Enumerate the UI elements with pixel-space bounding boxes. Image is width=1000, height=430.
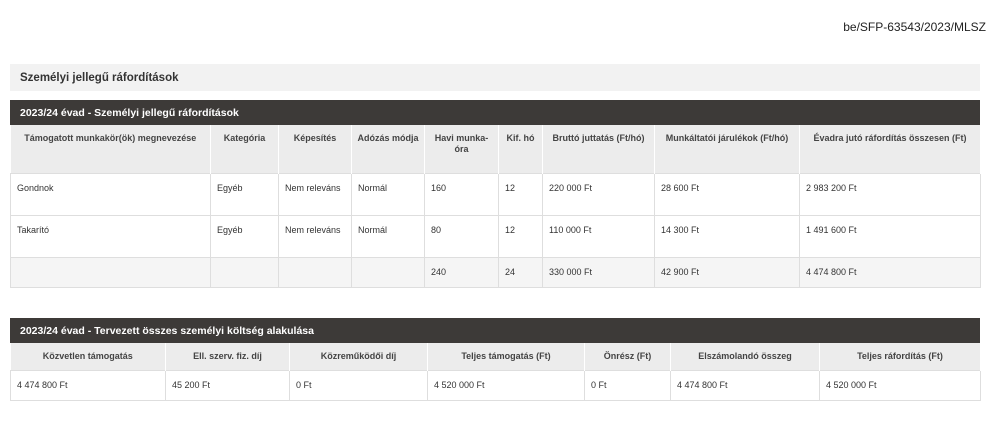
total-employer-contributions: 42 900 Ft xyxy=(655,257,800,287)
cell-gross-pay: 110 000 Ft xyxy=(543,215,655,257)
cell-season-total: 2 983 200 Ft xyxy=(800,173,981,215)
header-contributor-fee: Közreműködői díj xyxy=(290,343,428,370)
table1-header-row xyxy=(11,125,981,173)
section-title: Személyi jellegű ráfordítások xyxy=(10,64,980,91)
total-monthly-hours: 240 xyxy=(425,257,499,287)
header-direct-support: Közvetlen támogatás xyxy=(11,343,166,370)
cell-qualification: Nem releváns xyxy=(279,173,352,215)
cell-qualification: Nem releváns xyxy=(279,215,352,257)
header-total-support: Teljes támogatás (Ft) xyxy=(428,343,585,370)
table-row xyxy=(11,215,981,257)
cell-monthly-hours: 160 xyxy=(425,173,499,215)
document-reference: be/SFP-63543/2023/MLSZ xyxy=(843,20,986,34)
cell-employer-contributions: 14 300 Ft xyxy=(655,215,800,257)
cell-position-name: Gondnok xyxy=(11,173,211,215)
header-settlement-amount: Elszámolandó összeg xyxy=(671,343,820,370)
cell-control-fee: 45 200 Ft xyxy=(166,370,290,400)
cell-tax-mode: Normál xyxy=(352,215,425,257)
header-monthly-hours: Havi munka-óra xyxy=(425,125,499,173)
total-tax-mode xyxy=(352,257,425,287)
cell-paid-months: 12 xyxy=(499,173,543,215)
cell-direct-support: 4 474 800 Ft xyxy=(11,370,166,400)
cell-season-total: 1 491 600 Ft xyxy=(800,215,981,257)
total-gross-pay: 330 000 Ft xyxy=(543,257,655,287)
header-control-fee: Ell. szerv. fiz. díj xyxy=(166,343,290,370)
cell-settlement-amount: 4 474 800 Ft xyxy=(671,370,820,400)
total-paid-months: 24 xyxy=(499,257,543,287)
cell-employer-contributions: 28 600 Ft xyxy=(655,173,800,215)
header-season-total: Évadra jutó ráfordítás összesen (Ft) xyxy=(800,125,981,173)
table-row xyxy=(11,370,981,400)
cell-monthly-hours: 80 xyxy=(425,215,499,257)
total-position-name xyxy=(11,257,211,287)
header-total-expenditure: Teljes ráfordítás (Ft) xyxy=(820,343,981,370)
table-total-row xyxy=(11,257,981,287)
header-employer-contributions: Munkáltatói járulékok (Ft/hó) xyxy=(655,125,800,173)
table2-header-row xyxy=(11,343,981,370)
cell-tax-mode: Normál xyxy=(352,173,425,215)
header-category: Kategória xyxy=(211,125,279,173)
cell-own-contribution: 0 Ft xyxy=(585,370,671,400)
cell-contributor-fee: 0 Ft xyxy=(290,370,428,400)
cell-gross-pay: 220 000 Ft xyxy=(543,173,655,215)
header-gross-pay: Bruttó juttatás (Ft/hó) xyxy=(543,125,655,173)
table2-title-bar: 2023/24 évad - Tervezett összes személyi költség alakulása xyxy=(10,318,980,343)
header-qualification: Képesítés xyxy=(279,125,352,173)
table-row xyxy=(11,173,981,215)
total-qualification xyxy=(279,257,352,287)
table1-title-bar: 2023/24 évad - Személyi jellegű ráfordítások xyxy=(10,100,980,125)
total-season-total: 4 474 800 Ft xyxy=(800,257,981,287)
planned-costs-table xyxy=(10,343,981,401)
cell-category: Egyéb xyxy=(211,215,279,257)
cell-total-expenditure: 4 520 000 Ft xyxy=(820,370,981,400)
header-paid-months: Kif. hó xyxy=(499,125,543,173)
header-own-contribution: Önrész (Ft) xyxy=(585,343,671,370)
header-tax-mode: Adózás módja xyxy=(352,125,425,173)
cell-category: Egyéb xyxy=(211,173,279,215)
total-category xyxy=(211,257,279,287)
cell-total-support: 4 520 000 Ft xyxy=(428,370,585,400)
header-position-name: Támogatott munkakör(ök) megnevezése xyxy=(11,125,211,173)
cell-position-name: Takarító xyxy=(11,215,211,257)
cell-paid-months: 12 xyxy=(499,215,543,257)
personnel-costs-table xyxy=(10,125,981,288)
